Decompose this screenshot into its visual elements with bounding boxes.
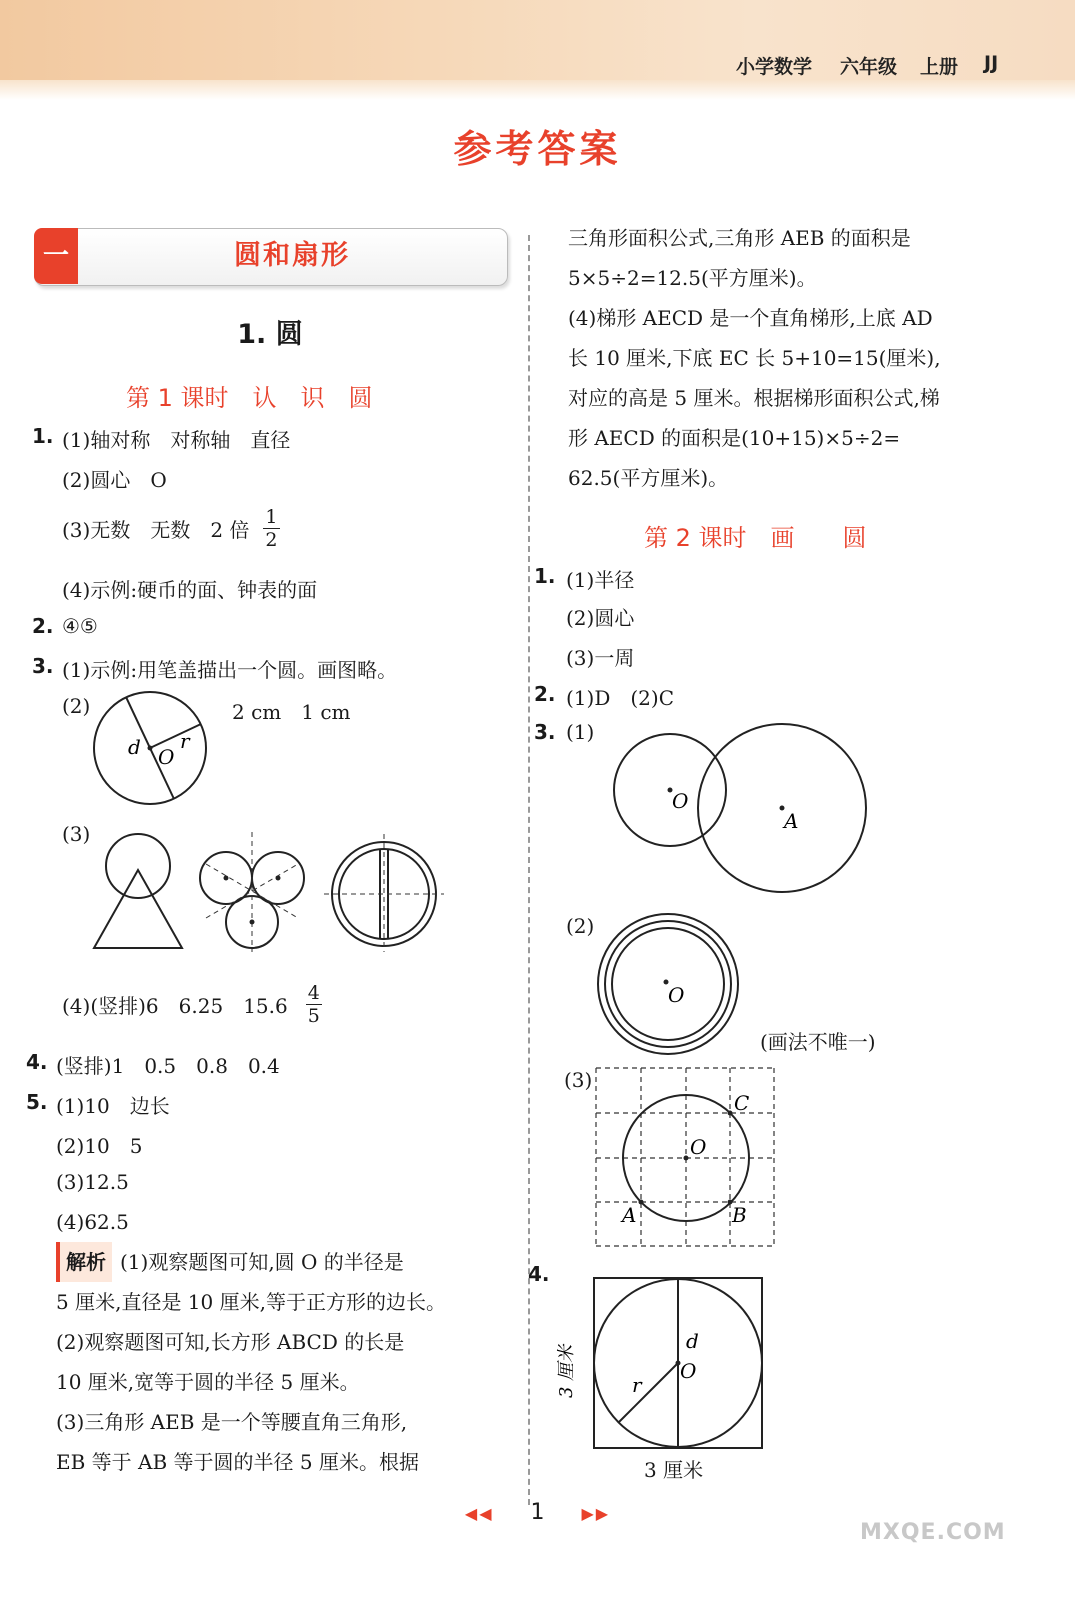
- section-title: 1. 圆: [237, 319, 303, 350]
- analysis-tag: 解析: [56, 1242, 112, 1282]
- right-line-5: 对应的高是 5 厘米。根据梯形面积公式,梯: [568, 386, 940, 410]
- right-line-4: 长 10 厘米,下底 EC 长 5+10=15(厘米),: [568, 346, 941, 370]
- header-band-fade: [0, 80, 1075, 100]
- analysis-line-1: (1)观察题图可知,圆 O 的半径是: [120, 1250, 404, 1274]
- label-side-length: 3 厘米: [556, 1344, 577, 1398]
- answer-3-1: (1)示例:用笔盖描出一个圆。画图略。: [62, 658, 398, 682]
- label-d: d: [128, 735, 141, 759]
- figure-concentric-circles: [594, 910, 744, 1060]
- watermark-logo: MXQE.COM: [860, 1520, 1006, 1545]
- header-grade: 六年级: [840, 56, 898, 78]
- right-line-1: 三角形面积公式,三角形 AEB 的面积是: [568, 226, 911, 250]
- answer-r1-2: (2)圆心: [566, 606, 635, 630]
- right-line-2: 5×5÷2=12.5(平方厘米)。: [568, 266, 817, 290]
- label-a: A: [622, 1203, 637, 1227]
- header-volume: 上册: [920, 56, 959, 78]
- answer-5-1: (1)10 边长: [56, 1094, 170, 1118]
- analysis-block: [56, 1242, 506, 1482]
- question-number-2: 2.: [32, 614, 54, 638]
- right-line-7: 62.5(平方厘米)。: [568, 466, 729, 490]
- answer-r3-1-label: (1): [566, 720, 595, 744]
- figure-square-inscribed-circle: [556, 1274, 776, 1478]
- label-r: r: [180, 729, 190, 753]
- fraction-denominator: 2: [265, 529, 278, 551]
- question-number-1: 1.: [32, 424, 54, 448]
- answer-4: (竖排)1 0.5 0.8 0.4: [56, 1054, 280, 1078]
- answer-5-3: (3)12.5: [56, 1170, 129, 1194]
- chapter-number: 一: [34, 228, 78, 284]
- answer-r2: (1)D (2)C: [566, 686, 674, 710]
- label-o: O: [668, 983, 685, 1007]
- question-number-4: 4.: [26, 1050, 48, 1074]
- lesson-1-title: 第 1 课时 认 识 圆: [126, 384, 373, 412]
- answer-1-2: (2)圆心 O: [62, 468, 167, 492]
- figure-symmetry-drawings: [88, 826, 458, 956]
- answer-2: ④⑤: [62, 614, 98, 638]
- fraction-one-half: [263, 506, 279, 551]
- chapter-title: 圆和扇形: [234, 240, 350, 271]
- label-b: B: [732, 1203, 747, 1227]
- answer-r1-3: (3)一周: [566, 646, 635, 670]
- label-o: O: [672, 789, 689, 813]
- question-number-r3: 3.: [534, 720, 556, 744]
- label-bottom-length: 3 厘米: [644, 1458, 704, 1482]
- question-number-r4: 4.: [528, 1262, 550, 1286]
- question-number-5: 5.: [26, 1090, 48, 1114]
- label-a: A: [784, 809, 799, 833]
- answer-3-4: (4)(竖排)6 6.25 15.6: [62, 994, 288, 1018]
- answer-1-4: (4)示例:硬币的面、钟表的面: [62, 578, 318, 602]
- analysis-line-6: EB 等于 AB 等于圆的半径 5 厘米。根据: [56, 1450, 419, 1474]
- lesson-2-title: 第 2 课时 画 圆: [644, 524, 867, 552]
- label-d: d: [686, 1329, 699, 1353]
- answer-3-2-values: 2 cm 1 cm: [232, 700, 351, 724]
- column-divider: [528, 235, 530, 1505]
- answer-3-3-label: (3): [62, 822, 91, 846]
- answer-1-3-row: [62, 506, 280, 551]
- right-line-6: 形 AECD 的面积是(10+15)×5÷2=: [568, 426, 901, 450]
- fraction-numerator: 1: [265, 506, 278, 528]
- answer-r1-1: (1)半径: [566, 568, 635, 592]
- prev-page-icon[interactable]: ◀◀: [464, 1504, 494, 1523]
- answer-1-3: (3)无数 无数 2 倍: [62, 518, 250, 542]
- header-edition: JJ: [984, 52, 999, 74]
- label-c: C: [734, 1091, 750, 1115]
- fraction-numerator: 4: [307, 982, 320, 1004]
- figure-grid-circle: [594, 1066, 778, 1250]
- answer-5-4: (4)62.5: [56, 1210, 129, 1234]
- label-o: O: [680, 1359, 697, 1383]
- header-subject: 小学数学: [736, 56, 813, 78]
- analysis-line-3: (2)观察题图可知,长方形 ABCD 的长是: [56, 1330, 405, 1354]
- fraction-four-fifths: [306, 982, 322, 1027]
- analysis-continued: [568, 218, 1008, 498]
- next-page-icon[interactable]: ▶▶: [581, 1504, 611, 1523]
- page-number: 1: [530, 1500, 545, 1525]
- analysis-line-4: 10 厘米,宽等于圆的半径 5 厘米。: [56, 1370, 360, 1394]
- label-o: O: [690, 1135, 707, 1159]
- question-number-3: 3.: [32, 654, 54, 678]
- fraction-denominator: 5: [307, 1005, 320, 1027]
- label-o: O: [158, 745, 175, 769]
- figure-intersecting-circles: [610, 722, 872, 900]
- question-number-r1: 1.: [534, 564, 556, 588]
- label-r: r: [632, 1373, 642, 1397]
- analysis-line-5: (3)三角形 AEB 是一个等腰直角三角形,: [56, 1410, 408, 1434]
- answer-3-4-row: [62, 982, 322, 1027]
- figure-circle-diameter-radius: [90, 690, 240, 810]
- analysis-line-2: 5 厘米,直径是 10 厘米,等于正方形的边长。: [56, 1290, 446, 1314]
- right-line-3: (4)梯形 AECD 是一个直角梯形,上底 AD: [568, 306, 933, 330]
- question-number-r2: 2.: [534, 682, 556, 706]
- page-title: 参考答案: [453, 127, 622, 171]
- answer-r3-2-label: (2): [566, 914, 595, 938]
- answer-r3-3-label: (3): [564, 1068, 593, 1092]
- answer-1-1: (1)轴对称 对称轴 直径: [62, 428, 291, 452]
- drawing-note: (画法不唯一): [760, 1030, 876, 1054]
- header-band: [0, 0, 1075, 80]
- answer-3-2-label: (2): [62, 694, 91, 718]
- answer-5-2: (2)10 5: [56, 1134, 143, 1158]
